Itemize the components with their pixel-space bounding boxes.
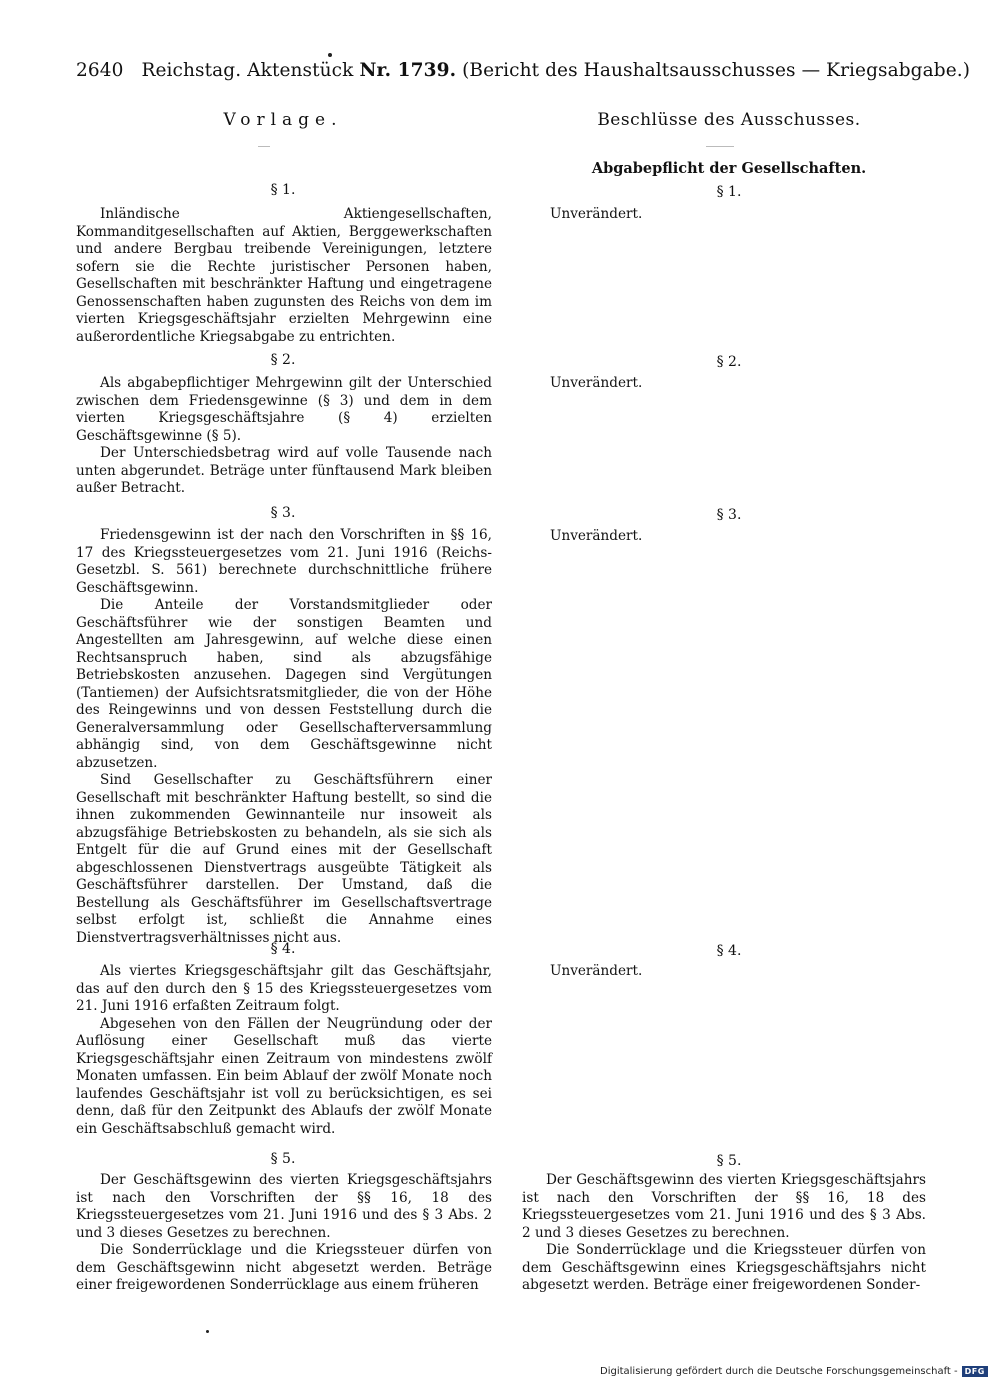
section-heading-4: § 4. <box>270 941 296 957</box>
paragraph-text: Der Geschäftsgewinn des vierten Kriegsgeschäftsjahrs ist nach den Vorschriften der §§ 16, 18 des Kriegssteuergesetzes vom 21. Juni 1916 und des § 3 Abs. 2 und 3 dieses Gesetzes zu berechnen. <box>76 1172 492 1241</box>
paragraph-text: Abgesehen von den Fällen der Neugründung oder der Auflösung einer Gesellschaft muß das vierte Kriegsgeschäftsjahr einen Zeitraum von mindestens zwölf Monaten umfassen. Ein beim Ablauf der zwölf Monate noch laufendes Geschäftsjahr ist voll zu berücksichtigen, es sei denn, daß für den Zeitpunkt des Ablaufs der zwölf Monate ein Geschäftsabschluß gemacht wird. <box>76 1015 492 1137</box>
paragraph-text: Der Geschäftsgewinn des vierten Kriegsgeschäftsjahrs ist nach den Vorschriften der §§ 16, 18 des Kriegssteuergesetzes vom 21. Juni 1916 und des § 3 Abs. 2 und 3 dieses Gesetzes zu berechnen. <box>522 1172 926 1241</box>
paragraph-text: Der Unterschiedsbetrag wird auf volle Tausende nach unten abgerundet. Beträge unter fünftausend Mark bleiben außer Betracht. <box>76 445 492 496</box>
section-heading-4-right: § 4. <box>716 943 742 959</box>
section-heading-1-right: § 1. <box>716 184 742 200</box>
section-heading-1: § 1. <box>270 182 296 198</box>
left-column-title: Vorlage. <box>223 110 343 130</box>
footer-text: Digitalisierung gefördert durch die Deutsche Forschungsgemeinschaft - <box>600 1366 958 1377</box>
paragraph-text: Friedensgewinn ist der nach den Vorschriften in §§ 16, 17 des Kriegssteuergesetzes vom 21. Juni 1916 (Reichs-Gesetzbl. S. 561) berechnete durchschnittliche frühere Geschäftsgewinn. <box>76 527 492 596</box>
header-parenthetical: (Bericht des Haushaltsausschusses — Kriegsabgabe.) <box>462 60 971 81</box>
left-paragraph <box>76 963 492 1138</box>
paragraph-text: Die Anteile der Vorstandsmitglieder oder Geschäftsführer wie der sonstigen Beamten und Angestellten am Jahresgewinn, auf welche diese einen Rechtsanspruch haben, sind als abzugsfähige Betriebskosten anzusehen. Dagegen sind Vergütungen (Tantiemen) der Aufsichtsratsmitglieder, die von der Höhe des Reingewinns und von dessen Feststellung durch die Generalversammlung oder Gesellschafterversammlung abhängig sind, von dem Geschäftsgewinne nicht abzusetzen. <box>76 597 492 771</box>
right-subheading: Abgabepflicht der Gesellschaften. <box>591 160 867 177</box>
paragraph-text: Inländische Aktiengesellschaften, Kommanditgesellschaften auf Aktien, Berggewerkschaften und andere Bergbau treibende Vereinigungen, letztere sofern sie die Rechte juristischer Personen haben, Gesellschaften mit beschränkter Haftung und eingetragene Genossenschaften haben zugunsten des Reichs von dem im vierten Kriegsgeschäftsjahr erzielten Mehrgewinn eine außerordentliche Kriegsabgabe zu entrichten. <box>76 206 492 345</box>
paragraph-text: Als abgabepflichtiger Mehrgewinn gilt der Unterschied zwischen dem Friedensgewinne (§ 3) und dem in dem vierten Kriegsgeschäftsjahre (§ 4) erzielten Geschäftsgewinne (§ 5). <box>76 375 492 444</box>
dfg-logo: DFG <box>962 1366 988 1377</box>
section-heading-5-right: § 5. <box>716 1153 742 1169</box>
unchanged-note: Unverändert. <box>550 206 643 222</box>
page-number: 2640 <box>76 60 124 81</box>
section-heading-3: § 3. <box>270 505 296 521</box>
paragraph-text: Als viertes Kriegsgeschäftsjahr gilt das Geschäftsjahr, das auf den durch den § 15 des Kriegssteuergesetzes vom 21. Juni 1916 erfaßten Zeitraum folgt. <box>76 963 492 1014</box>
document-number: Nr. 1739. <box>359 60 457 81</box>
section-heading-5: § 5. <box>270 1151 296 1167</box>
divider <box>258 146 270 147</box>
left-paragraph <box>76 375 492 498</box>
right-column-title: Beschlüsse des Ausschusses. <box>597 110 861 130</box>
paragraph-text: Die Sonderrücklage und die Kriegssteuer dürfen von dem Geschäftsgewinn nicht abgesetzt werden. Beträge einer freigewordenen Sonderrücklage aus einem früheren <box>76 1242 492 1293</box>
paragraph-text: Die Sonderrücklage und die Kriegssteuer dürfen von dem Geschäftsgewinn eines Kriegsgeschäftsjahrs nicht abgesetzt werden. Beträge einer freigewordenen Sonder- <box>522 1242 926 1293</box>
header-text: Reichstag. Aktenstück <box>141 60 354 81</box>
right-paragraph <box>522 1172 926 1295</box>
section-heading-2-right: § 2. <box>716 354 742 370</box>
unchanged-note: Unverändert. <box>550 375 643 391</box>
ink-dot <box>206 1330 209 1333</box>
left-paragraph <box>76 206 492 346</box>
digitization-footer <box>600 1366 988 1377</box>
left-paragraph <box>76 1172 492 1295</box>
divider <box>706 146 734 147</box>
section-heading-3-right: § 3. <box>716 507 742 523</box>
left-paragraph <box>76 527 492 947</box>
unchanged-note: Unverändert. <box>550 963 643 979</box>
page-header <box>76 60 976 81</box>
paragraph-text: Sind Gesellschafter zu Geschäftsführern einer Gesellschaft mit beschränkter Haftung bestellt, so sind die ihnen zukommenden Gewinnanteile nur insoweit als abzugsfähige Betriebskosten zu behandeln, als sie sich als Entgelt für die auf Grund eines mit der Gesellschaft abgeschlossenen Dienstvertrags ausgeübte Tätigkeit als Geschäftsführer darstellen. Der Umstand, daß die Bestellung als Geschäftsführer im Gesellschaftsvertrage selbst erfolgt ist, schließt die Annahme eines Dienstvertragsverhältnisses nicht aus. <box>76 772 492 946</box>
ink-dot <box>328 53 332 57</box>
section-heading-2: § 2. <box>270 352 296 368</box>
unchanged-note: Unverändert. <box>550 528 643 544</box>
